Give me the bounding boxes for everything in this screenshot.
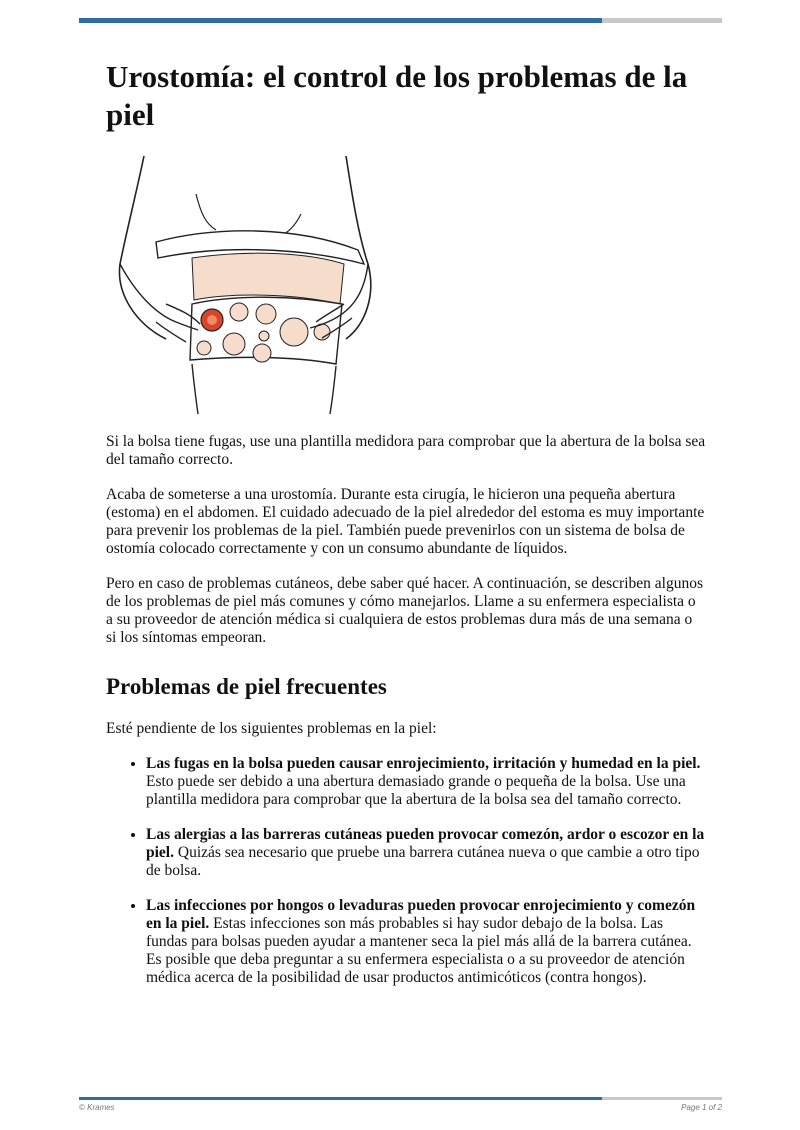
intro-paragraph-2: Pero en caso de problemas cutáneos, debe saber qué hacer. A continuación, se describen algunos de los problemas de piel más comunes y cómo manejarlos. Llame a su enfermera especialista o a su proveedor de atención médica si cualquiera de estos problemas dura más de una semana o si los síntomas empeoran.	[106, 575, 703, 646]
section-heading: Problemas de piel frecuentes	[106, 674, 387, 699]
list-item-text: Quizás sea necesario que pruebe una barrera cutánea nueva o que cambie a otro tipo de bolsa.	[146, 844, 700, 879]
list-item-bold: Las alergias a las barreras cutáneas pueden provocar comezón, ardor o escozor en la piel.	[146, 826, 705, 861]
document-body	[106, 58, 706, 1004]
footer-rule-accent	[79, 1097, 602, 1100]
list-item	[146, 826, 706, 880]
skin-problems-list	[106, 755, 706, 987]
list-item-text: Estas infecciones son más probables si hay sudor debajo de la bolsa. Las fundas para bolsas pueden ayudar a mantener seca la piel más allá de la barrera cutánea. Es posible que deba preguntar a su enfermera especialista o a su proveedor de atención médica acerca de la posibilidad de usar productos antimicóticos (contra hongos).	[146, 915, 692, 986]
footer-rule	[79, 1097, 722, 1100]
illustration-caption: Si la bolsa tiene fugas, use una plantilla medidora para comprobar que la abertura de la bolsa sea del tamaño correcto.	[106, 433, 706, 468]
list-item-bold: Las infecciones por hongos o levaduras pueden provocar enrojecimiento y comezón en la piel.	[146, 897, 696, 932]
intro-paragraph-1: Acaba de someterse a una urostomía. Durante esta cirugía, le hicieron una pequeña abertura (estoma) en el abdomen. El cuidado adecuado de la piel alrededor del estoma es muy importante para prevenir los problemas de la piel. También puede prevenirlos con un sistema de bolsa de ostomía colocado correctamente y con un consumo abundante de líquidos.	[106, 486, 705, 557]
header-rule	[79, 18, 722, 23]
footer-page-number: Page 1 of 2	[681, 1103, 722, 1112]
list-item	[146, 897, 706, 987]
stoma-measuring-guide-illustration	[96, 154, 416, 416]
page-title: Urostomía: el control de los problemas de la piel	[106, 59, 688, 132]
list-item	[146, 755, 706, 809]
list-item-bold: Las fugas en la bolsa pueden causar enrojecimiento, irritación y humedad en la piel.	[146, 755, 701, 772]
list-item-text: Esto puede ser debido a una abertura demasiado grande o pequeña de la bolsa. Use una plantilla medidora para comprobar que la abertura de la bolsa sea del tamaño correcto.	[146, 773, 686, 808]
header-rule-accent	[79, 18, 602, 23]
section-intro: Esté pendiente de los siguientes problemas en la piel:	[106, 720, 437, 737]
footer-copyright: © Krames	[79, 1103, 115, 1112]
